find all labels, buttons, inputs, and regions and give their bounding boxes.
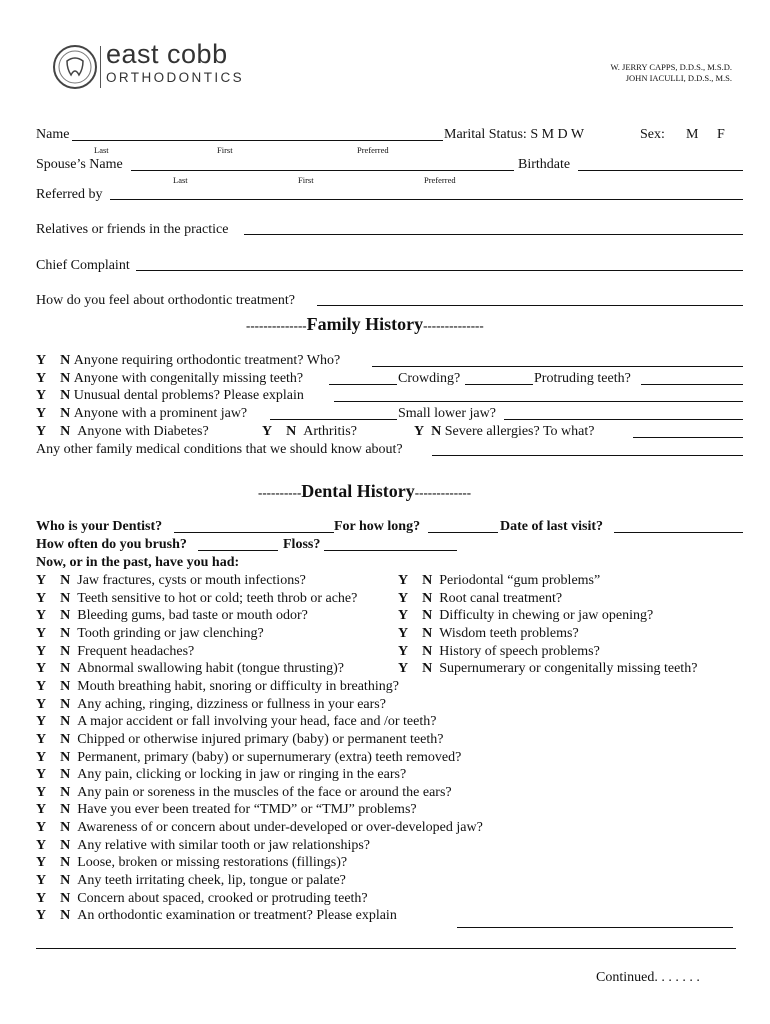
no-option[interactable]: N [60, 625, 71, 641]
no-option[interactable]: N [60, 608, 71, 624]
explain-field[interactable] [457, 927, 733, 928]
yes-option[interactable]: Y [398, 573, 409, 588]
referred-label: Referred by [36, 187, 103, 202]
question-text: History of speech problems? [439, 643, 600, 659]
lastvisit-label: Date of last visit? [500, 519, 604, 534]
dental-question-right[interactable] [398, 573, 600, 589]
question-text: Any pain, clicking or locking in jaw or ringing in the ears? [77, 767, 407, 783]
no-option[interactable]: N [422, 643, 433, 659]
referred-field[interactable] [110, 199, 743, 200]
yes-option[interactable]: Y [36, 908, 47, 924]
question-text: Awareness of or concern about under-developed or over-developed jaw? [77, 820, 483, 836]
allergies-field[interactable] [633, 437, 743, 438]
dental-question-left[interactable] [36, 591, 357, 607]
yes-option[interactable]: Y [36, 696, 47, 712]
no-option[interactable]: N [60, 661, 71, 677]
question-text: Chipped or otherwise injured primary (baby) or permanent teeth? [77, 731, 444, 747]
arthritis-option[interactable]: Y N Arthritis? [262, 424, 357, 439]
question-text: Frequent headaches? [77, 643, 195, 659]
now-label: Now, or in the past, have you had: [36, 555, 240, 570]
dental-question-right[interactable] [398, 591, 562, 607]
spouse-label: Spouse’s Name [36, 157, 123, 172]
explain-field-2[interactable] [36, 948, 736, 949]
question-text: Any relative with similar tooth or jaw relationships? [77, 837, 371, 853]
dental-question[interactable] [36, 785, 452, 801]
question-text: Any pain or soreness in the muscles of the face or around the ears? [77, 784, 452, 800]
yes-option[interactable]: Y [36, 820, 47, 836]
spouse-preferred-caption: Preferred [424, 175, 456, 185]
dental-question[interactable] [36, 767, 406, 783]
dental-question-left[interactable] [36, 644, 194, 660]
family-q1-field[interactable] [372, 366, 743, 367]
dental-question[interactable] [36, 697, 386, 713]
family-row-2[interactable]: Y N Anyone with congenitally missing teeth? [36, 371, 304, 386]
dental-history-title: ----------Dental History------------- [258, 481, 472, 501]
marital-status-label[interactable]: Marital Status: S M D W [444, 127, 585, 142]
question-text: Teeth sensitive to hot or cold; teeth throb or ache? [77, 590, 358, 606]
chief-label: Chief Complaint [36, 258, 130, 273]
dental-question[interactable] [36, 873, 346, 889]
yes-option[interactable]: Y [36, 608, 47, 624]
feel-label: How do you feel about orthodontic treatment? [36, 293, 295, 308]
sex-label: Sex: [640, 127, 665, 142]
continued-label: Continued. . . . . . . [596, 970, 700, 985]
question-text: Any teeth irritating cheek, lip, tongue or palate? [77, 873, 346, 889]
yes-option[interactable]: Y [36, 784, 47, 800]
yes-option[interactable]: Y [36, 661, 47, 677]
protruding-label: Protruding teeth? [534, 371, 631, 386]
no-option[interactable]: N [60, 731, 71, 747]
dental-question-left[interactable] [36, 608, 308, 624]
no-option[interactable]: N [60, 837, 71, 853]
logo-brand: east cobb [106, 39, 228, 69]
brush-field[interactable] [198, 550, 278, 551]
family-other-field[interactable] [432, 455, 743, 456]
no-option[interactable]: N [60, 873, 71, 889]
family-row-1[interactable]: Y N Anyone requiring orthodontic treatment? Who? [36, 353, 341, 368]
crowding-field[interactable] [465, 384, 533, 385]
yes-option[interactable]: Y [398, 643, 409, 659]
floss-field[interactable] [324, 550, 457, 551]
yes-option[interactable]: Y [36, 731, 47, 747]
name-label: Name [36, 127, 70, 142]
howlong-field[interactable] [428, 532, 498, 533]
family-other-label: Any other family medical conditions that we should know about? [36, 442, 403, 457]
yes-option[interactable]: Y [398, 590, 409, 606]
no-option[interactable]: N [60, 696, 71, 712]
question-text: Tooth grinding or jaw clenching? [77, 625, 264, 641]
brush-label: How often do you brush? [36, 537, 187, 552]
birthdate-label: Birthdate [518, 157, 571, 172]
question-text: Bleeding gums, bad taste or mouth odor? [77, 608, 308, 624]
no-option[interactable]: N [422, 573, 433, 588]
no-option[interactable]: N [60, 855, 71, 871]
crowding-label: Crowding? [398, 371, 461, 386]
name-first-caption: First [217, 145, 233, 155]
sex-f-option[interactable]: F [717, 127, 725, 142]
dental-question[interactable] [36, 838, 370, 854]
doctor-line-1: W. JERRY CAPPS, D.D.S., M.S.D. [610, 62, 732, 72]
family-row-4[interactable]: Y N Anyone with a prominent jaw? [36, 406, 248, 421]
no-option[interactable]: N [60, 784, 71, 800]
yes-option[interactable]: Y [36, 873, 47, 889]
dental-question[interactable] [36, 679, 399, 695]
feel-field[interactable] [317, 305, 743, 306]
yes-option[interactable]: Y [36, 890, 47, 906]
question-text: Concern about spaced, crooked or protruding teeth? [77, 890, 368, 906]
name-last-caption: Last [94, 145, 109, 155]
no-option[interactable]: N [60, 749, 71, 765]
dental-question[interactable] [36, 750, 461, 766]
question-text: Root canal treatment? [439, 590, 563, 606]
question-text: A major accident or fall involving your head, face and /or teeth? [77, 714, 437, 730]
yes-option[interactable]: Y [398, 608, 409, 624]
no-option[interactable]: N [60, 643, 71, 659]
no-option[interactable]: N [60, 590, 71, 606]
dental-question-left[interactable] [36, 661, 344, 677]
yes-option[interactable]: Y [398, 625, 409, 641]
no-option[interactable]: N [60, 890, 71, 906]
dental-question[interactable] [36, 714, 436, 730]
yes-option[interactable]: Y [36, 678, 47, 694]
yes-option[interactable]: Y [36, 714, 47, 730]
family-q2-field[interactable] [329, 384, 397, 385]
dental-question[interactable] [36, 820, 483, 836]
howlong-label: For how long? [334, 519, 421, 534]
question-text: Abnormal swallowing habit (tongue thrusting)? [77, 661, 344, 677]
dentist-field[interactable] [174, 532, 334, 533]
name-field[interactable] [72, 140, 443, 141]
no-option[interactable]: N [422, 661, 433, 677]
dental-question-left[interactable] [36, 626, 264, 642]
no-option[interactable]: N [422, 608, 433, 624]
name-preferred-caption: Preferred [357, 145, 389, 155]
family-q3-field[interactable] [334, 401, 743, 402]
small-jaw-field[interactable] [504, 419, 743, 420]
question-text: Any aching, ringing, dizziness or fullness in your ears? [77, 696, 386, 712]
sex-m-option[interactable]: M [686, 127, 699, 142]
question-text: Have you ever been treated for “TMD” or “TMJ” problems? [77, 802, 417, 818]
no-option[interactable]: N [60, 802, 71, 818]
relatives-label: Relatives or friends in the practice [36, 222, 229, 237]
question-text: Loose, broken or missing restorations (fillings)? [77, 855, 348, 871]
chief-field[interactable] [136, 270, 743, 271]
logo-sub: ORTHODONTICS [106, 70, 245, 85]
yes-option[interactable]: Y [36, 590, 47, 606]
question-text: Periodontal “gum problems” [439, 573, 601, 588]
logo-mark-icon [52, 44, 98, 90]
dental-question-right[interactable] [398, 644, 600, 660]
small-jaw-label: Small lower jaw? [398, 406, 496, 421]
no-option[interactable]: N [60, 908, 71, 924]
spouse-field[interactable] [131, 170, 514, 171]
yes-option[interactable]: Y [36, 855, 47, 871]
question-text: Supernumerary or congenitally missing teeth? [439, 661, 698, 677]
lastvisit-field[interactable] [614, 532, 743, 533]
yes-option[interactable]: Y [36, 802, 47, 818]
dental-question-right[interactable] [398, 626, 579, 642]
yes-option[interactable]: Y [36, 767, 47, 783]
dental-question-right[interactable] [398, 608, 653, 624]
dental-question-left[interactable] [36, 573, 306, 589]
yes-option[interactable]: Y [36, 573, 47, 588]
dental-question[interactable] [36, 908, 397, 924]
family-q4-field[interactable] [270, 419, 397, 420]
yes-option[interactable]: Y [36, 837, 47, 853]
dental-question[interactable] [36, 855, 347, 871]
logo [52, 39, 245, 94]
dental-question[interactable] [36, 802, 417, 818]
dental-question[interactable] [36, 732, 443, 748]
dental-question-right[interactable] [398, 661, 697, 677]
question-text: Difficulty in chewing or jaw opening? [439, 608, 654, 624]
allergies-option[interactable]: Y N Severe allergies? To what? [414, 424, 595, 439]
family-row-5[interactable]: Y N Anyone with Diabetes? [36, 424, 209, 439]
question-text: Jaw fractures, cysts or mouth infections? [77, 573, 306, 588]
family-history-title: --------------Family History-------------- [246, 314, 484, 334]
yes-option[interactable]: Y [36, 749, 47, 765]
question-text: Mouth breathing habit, snoring or difficulty in breathing? [77, 678, 399, 694]
birthdate-field[interactable] [578, 170, 743, 171]
no-option[interactable]: N [60, 820, 71, 836]
family-row-3[interactable]: Y N Unusual dental problems? Please explain [36, 388, 304, 403]
spouse-last-caption: Last [173, 175, 188, 185]
floss-label: Floss? [283, 537, 321, 552]
relatives-field[interactable] [244, 234, 743, 235]
no-option[interactable]: N [422, 590, 433, 606]
doctor-line-2: JOHN IACULLI, D.D.S., M.S. [625, 73, 732, 83]
no-option[interactable]: N [60, 678, 71, 694]
yes-option[interactable]: Y [398, 661, 409, 677]
yes-option[interactable]: Y [36, 643, 47, 659]
no-option[interactable]: N [60, 767, 71, 783]
no-option[interactable]: N [60, 573, 71, 588]
no-option[interactable]: N [422, 625, 433, 641]
dentist-label: Who is your Dentist? [36, 519, 163, 534]
question-text: An orthodontic examination or treatment? Please explain [77, 908, 397, 924]
yes-option[interactable]: Y [36, 625, 47, 641]
no-option[interactable]: N [60, 714, 71, 730]
spouse-first-caption: First [298, 175, 314, 185]
dental-question[interactable] [36, 891, 368, 907]
question-text: Permanent, primary (baby) or supernumerary (extra) teeth removed? [77, 749, 462, 765]
question-text: Wisdom teeth problems? [439, 625, 579, 641]
protruding-field[interactable] [641, 384, 743, 385]
